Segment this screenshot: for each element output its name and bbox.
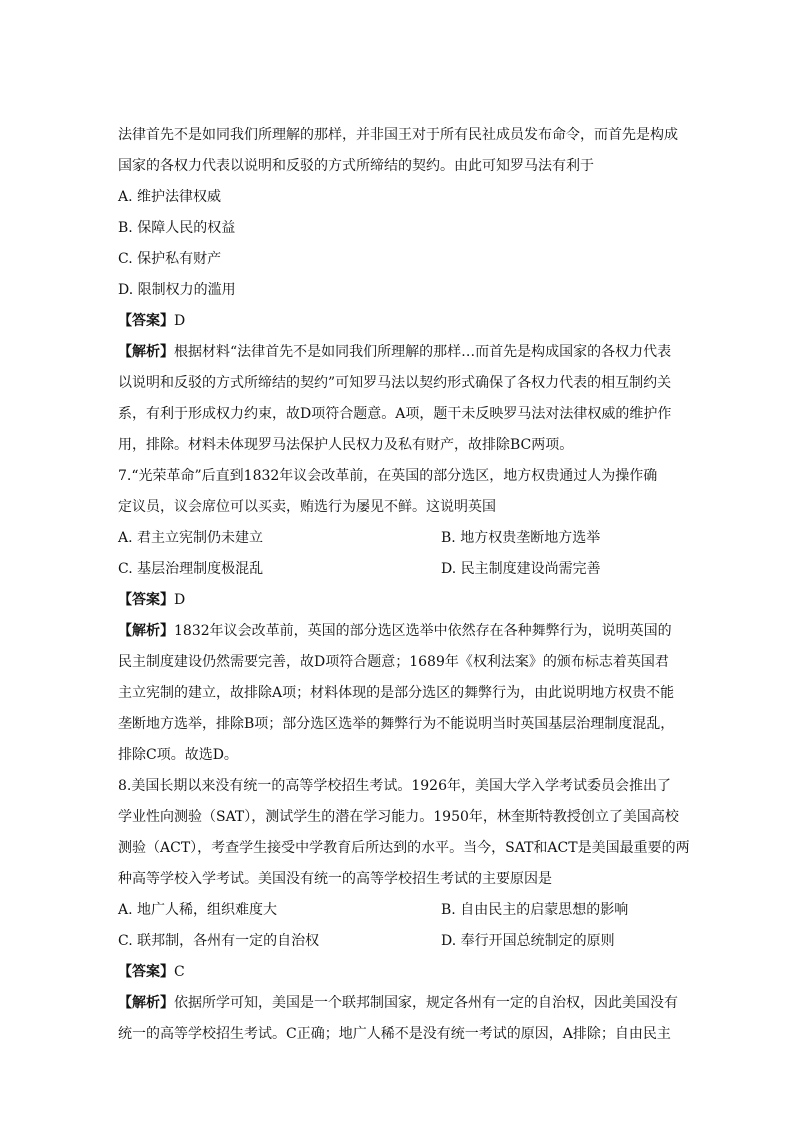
option-a: A. 君主立宪制仍未建立 (118, 530, 264, 546)
option-c: C. 基层治理制度极混乱 (118, 561, 264, 577)
answer-tag: 【答案】 (118, 592, 174, 608)
options-row (118, 523, 678, 554)
question-stem-line: 学业性向测验（SAT），测试学生的潜在学习能力。1950年，林奎斯特教授创立了美国高校 (118, 809, 679, 825)
document-page (118, 120, 690, 1050)
option-d: D. 民主制度建设尚需完善 (441, 561, 601, 577)
option-d: D. 限制权力的滥用 (118, 282, 236, 298)
analysis-line: 以说明和反驳的方式所缔结的契约”可知罗马法以契约形式确保了各权力代表的相互制约关 (118, 375, 672, 391)
analysis-line: 排除C项。故选D。 (118, 747, 238, 763)
answer-tag: 【答案】 (118, 964, 174, 980)
answer-line (118, 306, 678, 337)
question-8 (118, 771, 690, 1050)
analysis-text: 1832年议会改革前，英国的部分选区选举中依然存在各种舞弊行为，说明英国的 (174, 623, 672, 639)
analysis-tag: 【解析】 (118, 995, 174, 1011)
option-a: A. 地广人稀，组织难度大 (118, 902, 278, 918)
question-stem-line: 测验（ACT），考查学生接受中学教育后所达到的水平。当今，SAT和ACT是美国最重要的两 (118, 840, 690, 856)
question-stem-line: 定议员，议会席位可以买卖，贿选行为屡见不鲜。这说明英国 (118, 499, 496, 515)
analysis-line (118, 616, 678, 647)
analysis-tag: 【解析】 (118, 623, 174, 639)
question-6 (118, 120, 678, 461)
option-c: C. 保护私有财产 (118, 251, 222, 267)
analysis-line: 用，排除。材料未体现罗马法保护人民权力及私有财产，故排除BC两项。 (118, 437, 574, 453)
analysis-line: 垄断地方选举，排除B项；部分选区选举的舞弊行为不能说明当时英国基层治理制度混乱， (118, 716, 675, 732)
option-a: A. 维护法律权威 (118, 189, 222, 205)
option-b: B. 保障人民的权益 (118, 220, 236, 236)
answer-tag: 【答案】 (118, 313, 174, 329)
analysis-text: 依据所学可知，美国是一个联邦制国家，规定各州有一定的自治权，因此美国没有 (174, 995, 678, 1011)
options-row (118, 895, 678, 926)
analysis-line (118, 337, 678, 368)
answer-value: D (174, 313, 186, 329)
analysis-tag: 【解析】 (118, 344, 174, 360)
answer-value: D (174, 592, 186, 608)
analysis-line: 民主制度建设仍然需要完善，故D项符合题意；1689年《权利法案》的颁布标志着英国君 (118, 654, 669, 670)
question-7 (118, 461, 678, 771)
analysis-line: 统一的高等学校招生考试。C正确；地广人稀不是没有统一考试的原因，A排除；自由民主 (118, 1026, 671, 1042)
option-c: C. 联邦制，各州有一定的自治权 (118, 933, 320, 949)
option-b: B. 地方权贵垄断地方选举 (441, 530, 601, 546)
answer-line (118, 585, 678, 616)
options-row (118, 926, 678, 957)
question-stem-line: 国家的各权力代表以说明和反驳的方式所缔结的契约。由此可知罗马法有利于 (118, 158, 594, 174)
question-stem-line: 种高等学校入学考试。美国没有统一的高等学校招生考试的主要原因是 (118, 871, 552, 887)
answer-line (118, 957, 678, 988)
options-row (118, 554, 678, 585)
question-stem-line: 法律首先不是如同我们所理解的那样，并非国王对于所有民社成员发布命令，而首先是构成 (118, 127, 678, 143)
answer-value: C (174, 964, 185, 980)
analysis-line (118, 988, 678, 1019)
analysis-line: 主立宪制的建立，故排除A项；材料体现的是部分选区的舞弊行为，由此说明地方权贵不能 (118, 685, 675, 701)
option-d: D. 奉行开国总统制定的原则 (441, 933, 615, 949)
analysis-text: 根据材料“法律首先不是如同我们所理解的那样…而首先是构成国家的各权力代表 (174, 344, 672, 360)
option-b: B. 自由民主的启蒙思想的影响 (441, 902, 629, 918)
question-stem-line: 8.美国长期以来没有统一的高等学校招生考试。1926年，美国大学入学考试委员会推出了 (118, 778, 671, 794)
analysis-line: 系，有利于形成权力约束，故D项符合题意。A项，题干未反映罗马法对法律权威的维护作 (118, 406, 672, 422)
question-stem-line: 7.“光荣革命”后直到1832年议会改革前，在英国的部分选区，地方权贵通过人为操作确 (118, 468, 658, 484)
